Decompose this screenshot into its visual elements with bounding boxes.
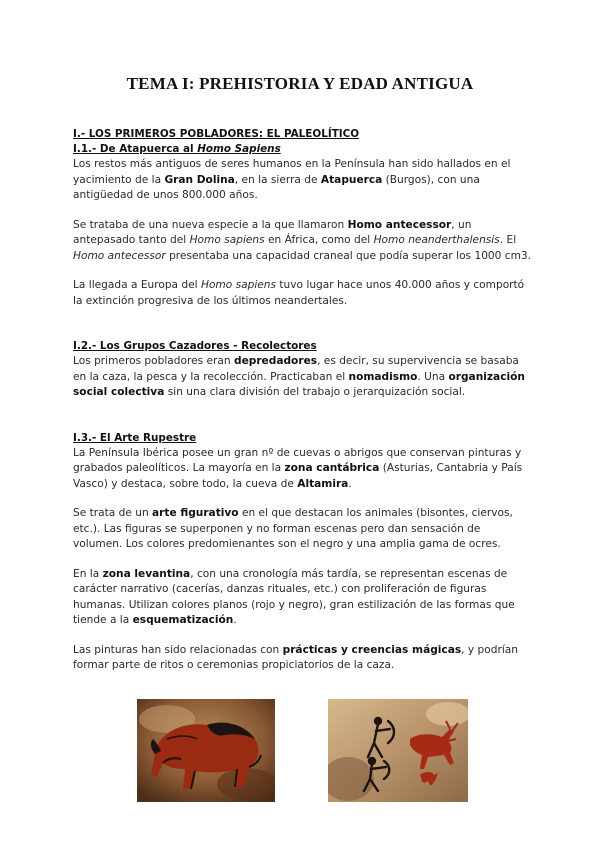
text-run: Los restos más antiguos de seres humanos en la Península han sido hallados en el yacimiento de la: [73, 158, 511, 186]
term-atapuerca: Atapuerca: [320, 173, 383, 186]
italic-run: Homo sapiens: [189, 234, 265, 246]
text-run: Se trata de un: [73, 507, 153, 519]
text-run: tuvo lugar hace unos 40.000 años y comportó la extinción progresiva de los últimos neandertales.: [73, 279, 525, 307]
subheading-text: I.1.- De Atapuerca al: [73, 143, 198, 155]
text-run: Se trataba de una nueva especie a la que llamaron: [73, 218, 348, 231]
term-depredadores: depredadores: [233, 355, 318, 367]
term-nomadismo: nomadismo: [348, 370, 418, 383]
section-heading-arte-rupestre: I.3.- El Arte Rupestre: [73, 431, 197, 444]
text-run: en África, como del: [264, 234, 374, 246]
bison-cave-painting-icon: [137, 699, 275, 802]
paragraph-cazadores: [73, 354, 533, 401]
text-run: presentaba una capacidad craneal que podía superar los 1000 cm3.: [165, 249, 532, 262]
paragraph-zona-levantina: [73, 567, 533, 629]
term-altamira: Altamira: [297, 477, 349, 490]
text-run: . Una: [417, 370, 449, 383]
text-run: (Burgos), con una antigüedad de unos 800.000 años.: [73, 173, 480, 201]
text-run: . El: [499, 234, 517, 246]
italic-run: Homo sapiens: [200, 279, 277, 291]
paragraph-practicas-magicas: [73, 643, 533, 674]
paragraph-peninsula: [73, 446, 533, 493]
paragraph-homo-antecessor: [73, 218, 533, 265]
italic-run: Homo antecessor: [73, 249, 166, 262]
text-run: , con una cronología más tardía, se representan escenas de carácter narrativo (cacerías, danzas rituales, etc.) con proliferación de figuras humanas. Utilizan colores planos (rojo y negro), gran estilización de las formas que tiende a la: [73, 567, 515, 626]
term-gran-dolina: Gran Dolina: [164, 173, 235, 186]
subheading-italic: Homo Sapiens: [197, 143, 281, 155]
text-run: (Asturias, Cantabria y País Vasco) y destaca, sobre todo, la cueva de: [73, 462, 523, 490]
paragraph-arte-figurativo: [73, 506, 533, 553]
text-run: La llegada a Europa del: [73, 279, 201, 291]
text-run: , y podrían formar parte de ritos o ceremonias propiciatorios de la caza.: [73, 643, 518, 671]
document-body: [73, 127, 533, 674]
paragraph-atapuerca: [73, 157, 533, 204]
term-homo-antecessor: Homo antecessor: [347, 218, 452, 231]
section-heading-paleolitico: I.- LOS PRIMEROS POBLADORES: EL PALEOLÍTICO: [73, 128, 360, 140]
text-run: .: [233, 614, 237, 626]
text-run: En la: [73, 567, 103, 580]
text-run: , en la sierra de: [234, 173, 321, 186]
text-run: , es decir, su supervivencia se basaba en la caza, la pesca y la recolección. Practicaban el: [73, 355, 519, 383]
italic-run: Homo neanderthalensis: [373, 234, 500, 246]
levantine-hunting-scene-icon: [328, 699, 468, 802]
paragraph-homo-sapiens: [73, 278, 533, 309]
page-title: TEMA I: PREHISTORIA Y EDAD ANTIGUA: [126, 74, 474, 93]
term-arte-figurativo: arte figurativo: [152, 507, 239, 519]
text-run: Las pinturas han sido relacionadas con: [73, 643, 283, 656]
text-run: Los primeros pobladores eran: [73, 355, 234, 367]
text-run: sin una clara división del trabajo o jerarquización social.: [164, 386, 466, 398]
text-run: .: [348, 477, 352, 490]
text-run: , un antepasado tanto del: [73, 218, 472, 246]
term-organizacion-social: organización social colectiva: [73, 370, 525, 398]
section-heading-cazadores: I.2.- Los Grupos Cazadores - Recolectores: [73, 340, 317, 352]
text-run: La Península Ibérica posee un gran nº de cuevas o abrigos que conservan pinturas y grabados paleolíticos. La mayoría en la: [73, 446, 522, 474]
text-run: en el que destacan los animales (bisontes, ciervos, etc.). Las figuras se superponen y no forman escenas pero dan sensación de volumen. Los colores predomienantes son el negro y una amplia gama de ocres.: [73, 507, 513, 550]
term-zona-cantabrica: zona cantábrica: [284, 462, 380, 474]
term-practicas-magicas: prácticas y creencias mágicas: [282, 643, 462, 656]
term-zona-levantina: zona levantina: [102, 567, 191, 580]
term-esquematizacion: esquematización: [132, 614, 234, 626]
subheading-atapuerca: [73, 142, 533, 157]
